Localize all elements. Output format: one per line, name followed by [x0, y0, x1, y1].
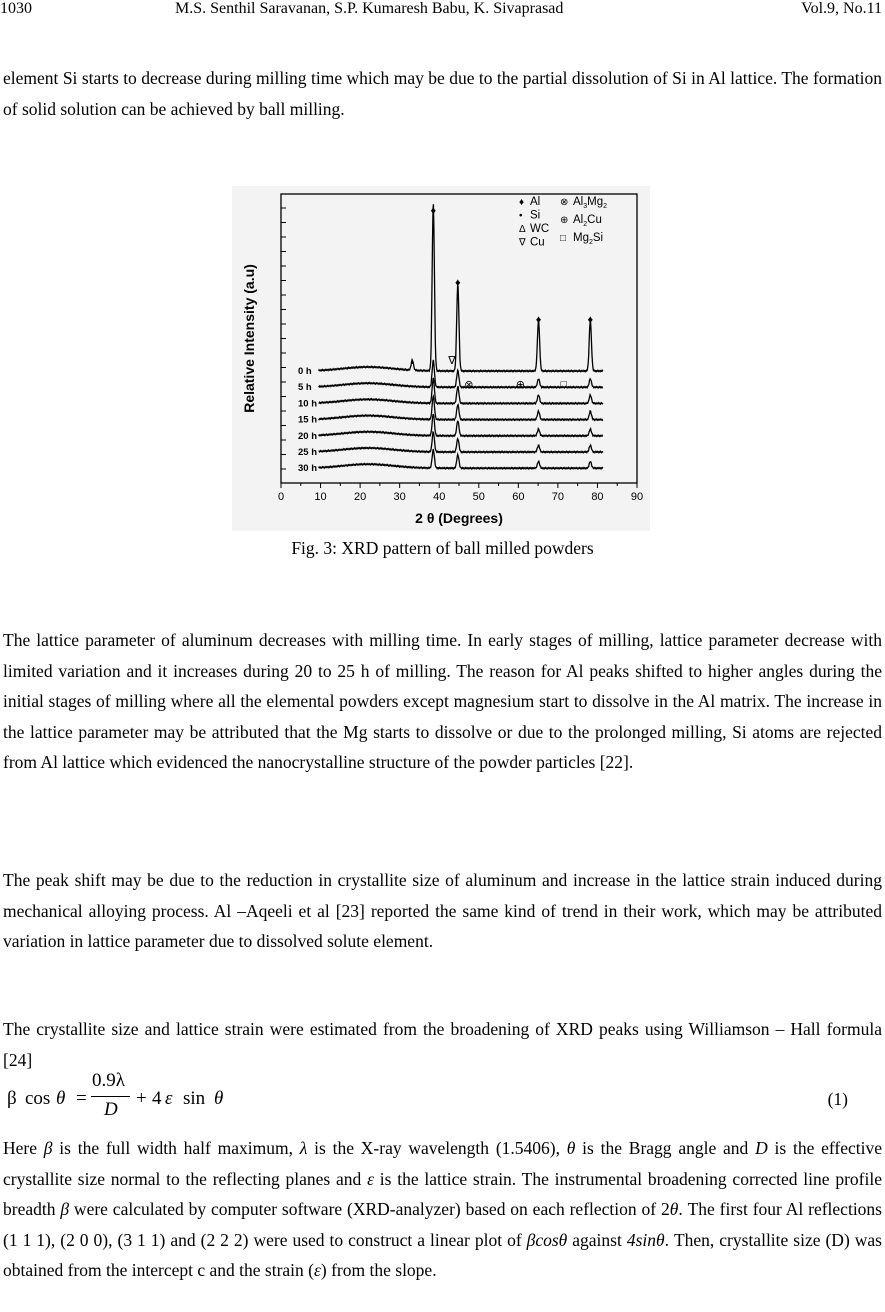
- symbol-lambda: λ: [299, 1138, 308, 1158]
- phase-marker: □: [560, 379, 568, 391]
- phase-marker: ⊗: [464, 379, 474, 391]
- symbol-4sintheta: 4sinθ: [626, 1229, 665, 1250]
- series-label: 15 h: [298, 414, 318, 426]
- symbol-beta: β: [60, 1199, 70, 1219]
- x-tick-label: 50: [472, 491, 485, 503]
- phase-marker: ∇: [448, 355, 456, 367]
- series-label: 0 h: [298, 366, 312, 377]
- legend-symbol: ♦: [519, 197, 525, 208]
- x-axis-label: 2 θ (Degrees): [415, 510, 503, 526]
- x-tick-label: 70: [551, 491, 565, 503]
- text-run: against: [567, 1229, 627, 1250]
- legend-label: $Mg_2Si$: [573, 232, 604, 246]
- equation-1: [0, 1068, 885, 1128]
- text-run: were calculated by computer software (XRD-analyzer) based on each reflection of 2: [69, 1199, 670, 1219]
- text-run: ) from the slope.: [320, 1260, 437, 1280]
- phase-marker: ⊕: [515, 379, 525, 391]
- paragraph-definitions: [3, 1133, 882, 1286]
- eq-denominator: D: [104, 1099, 118, 1120]
- eq-epsilon: ε: [165, 1088, 173, 1109]
- x-tick-label: 40: [433, 491, 446, 503]
- text-run: is the effective crystallite size normal to the reflecting planes and: [3, 1138, 883, 1189]
- legend-label: $Al_2Cu$: [573, 214, 602, 228]
- phase-marker: ♦: [455, 277, 461, 289]
- series-label: 20 h: [298, 430, 318, 442]
- symbol-epsilon: ε: [314, 1260, 321, 1280]
- header-authors: M.S. Senthil Saravanan, S.P. Kumaresh Babu, K. Sivaprasad: [175, 0, 564, 17]
- paragraph-lattice-parameter: The lattice parameter of aluminum decreases with milling time. In early stages of milling, lattice parameter decrease with limited variation and it increases during 20 to 25 h of milling. The reason for Al peaks shifted to higher angles during the initial stages of milling where all the elemental powders except magnesium start to dissolve in the Al matrix. The increase in the lattice parameter may be attributed that the Mg starts to dissolve or due to the prolonged milling, Si atoms are rejected from Al lattice which evidenced the nanocrystalline structure of the powder particles [22].: [3, 630, 882, 772]
- eq-sin: sin: [183, 1088, 206, 1109]
- phase-marker: ♦: [587, 314, 594, 326]
- text-run: is the X-ray wavelength (1.5406),: [307, 1138, 567, 1158]
- legend-symbol: ⊗: [560, 197, 569, 208]
- series-label: 25 h: [298, 447, 318, 458]
- text-run: . The first four Al reflections (1 1 1), (2 0 0), (3 1 1) and (2 2 2) were used to construct a linear plot of: [3, 1199, 882, 1250]
- phase-marker: ♦: [535, 314, 542, 326]
- phase-marker: •: [410, 357, 415, 369]
- eq-four: 4: [152, 1088, 162, 1109]
- legend-symbol: ∇: [519, 237, 526, 249]
- page-number: 1030: [0, 0, 32, 17]
- eq-beta: β: [7, 1088, 17, 1109]
- symbol-theta: θ: [566, 1138, 576, 1158]
- eq-plus: +: [136, 1088, 147, 1109]
- symbol-beta: β: [43, 1138, 53, 1158]
- x-tick-label: 0: [277, 491, 285, 503]
- text-run: Here: [3, 1138, 44, 1158]
- legend-label: Al: [530, 196, 541, 208]
- x-tick-label: 60: [512, 491, 525, 503]
- xrd-chart: [232, 186, 650, 531]
- x-tick-label: 80: [591, 491, 604, 503]
- legend-label: Si: [530, 209, 541, 222]
- text-run: is the lattice strain. The instrumental broadening corrected line profile breadth: [3, 1168, 882, 1219]
- phase-marker: ♦: [430, 205, 437, 217]
- figure-caption: Fig. 3: XRD pattern of ball milled powders: [291, 538, 594, 558]
- legend-symbol: Δ: [519, 224, 526, 235]
- legend-symbol: □: [560, 233, 567, 244]
- symbol-epsilon: ε: [367, 1168, 374, 1189]
- legend-symbol: •: [519, 210, 523, 222]
- y-axis-label: Relative Intensity (a.u): [241, 264, 257, 413]
- legend-label: $Al_3Mg_2$: [573, 196, 608, 210]
- text-run: is the Bragg angle and: [575, 1138, 756, 1158]
- x-tick-label: 90: [630, 491, 644, 503]
- paragraph-peak-shift: The peak shift may be due to the reduction in crystallite size of aluminum and increase in the lattice strain induced during mechanical alloying process. Al –Aqeeli et al [23] reported the same kind of trend in their work, which may be attributed variation in lattice parameter due to dissolved solute element.: [3, 870, 882, 951]
- legend-label: Cu: [530, 236, 545, 249]
- equation-number: (1): [827, 1089, 848, 1109]
- paragraph-solid-solution: element Si starts to decrease during milling time which may be due to the partial dissolution of Si in Al lattice. The formation of solid solution can be achieved by ball milling.: [3, 68, 882, 119]
- symbol-theta: θ: [669, 1199, 679, 1219]
- eq-theta2: θ: [214, 1088, 224, 1109]
- running-header: [0, 0, 885, 22]
- series-label: 5 h: [298, 382, 312, 394]
- x-tick-label: 30: [393, 491, 406, 503]
- eq-numerator: 0.9λ: [92, 1070, 125, 1091]
- text-run: . Then, crystallite size (D) was obtained from the intercept c and the strain (: [3, 1229, 882, 1280]
- xrd-trace: [319, 204, 603, 371]
- eq-cos: cos: [25, 1088, 51, 1109]
- eq-equals: =: [76, 1088, 87, 1109]
- text-run: is the full width half maximum,: [52, 1138, 300, 1158]
- eq-theta1: θ: [56, 1088, 66, 1109]
- eq-fraction-bar: [91, 1096, 130, 1097]
- header-volume: Vol.9, No.11: [801, 0, 882, 17]
- x-tick-label: 20: [353, 491, 367, 503]
- symbol-d: D: [755, 1138, 768, 1158]
- series-label: 10 h: [298, 398, 318, 410]
- series-label: 30 h: [298, 463, 318, 475]
- x-tick-label: 10: [314, 491, 327, 503]
- symbol-betacostheta: βcosθ: [526, 1229, 568, 1250]
- xrd-figure: [232, 186, 650, 531]
- legend-symbol: ⊕: [560, 215, 569, 226]
- legend-label: WC: [530, 223, 550, 235]
- paragraph-williamson-hall: The crystallite size and lattice strain were estimated from the broadening of XRD peaks using Williamson – Hall formula [24]: [3, 1019, 882, 1070]
